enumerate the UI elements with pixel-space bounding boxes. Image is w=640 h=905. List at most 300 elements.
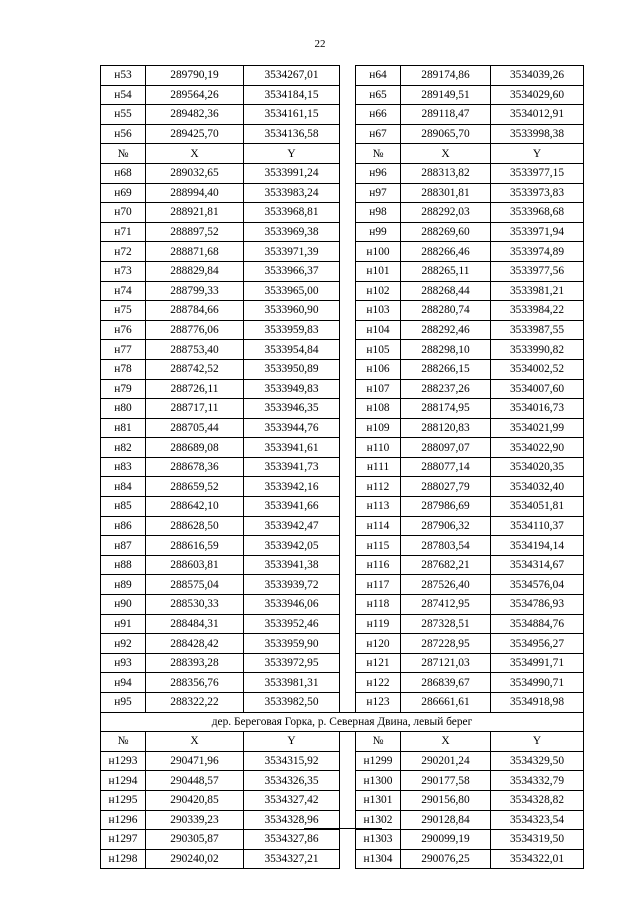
x-coordinate: 288753,40 bbox=[146, 340, 244, 360]
y-coordinate: 3534319,50 bbox=[491, 830, 584, 850]
x-coordinate: 288726,11 bbox=[146, 379, 244, 399]
header-y: Y bbox=[491, 144, 584, 164]
y-coordinate: 3533982,50 bbox=[244, 693, 340, 713]
point-number: н120 bbox=[356, 634, 401, 654]
point-number: н1296 bbox=[101, 810, 146, 830]
column-gap bbox=[340, 438, 356, 458]
x-coordinate: 288484,31 bbox=[146, 614, 244, 634]
x-coordinate: 288027,79 bbox=[401, 477, 491, 497]
table-row bbox=[101, 555, 584, 575]
table-row bbox=[101, 163, 584, 183]
point-number: н118 bbox=[356, 595, 401, 615]
point-number: н54 bbox=[101, 85, 146, 105]
column-gap bbox=[340, 575, 356, 595]
point-number: н77 bbox=[101, 340, 146, 360]
column-gap bbox=[340, 320, 356, 340]
table-row bbox=[101, 222, 584, 242]
y-coordinate: 3534323,54 bbox=[491, 810, 584, 830]
x-coordinate: 288237,26 bbox=[401, 379, 491, 399]
page-number: 22 bbox=[314, 38, 326, 50]
x-coordinate: 288292,46 bbox=[401, 320, 491, 340]
x-coordinate: 288678,36 bbox=[146, 457, 244, 477]
y-coordinate: 3534184,15 bbox=[244, 85, 340, 105]
table-row bbox=[101, 634, 584, 654]
y-coordinate: 3533941,61 bbox=[244, 438, 340, 458]
point-number: н81 bbox=[101, 418, 146, 438]
column-gap bbox=[340, 261, 356, 281]
table-row bbox=[101, 261, 584, 281]
point-number: н114 bbox=[356, 516, 401, 536]
y-coordinate: 3534110,37 bbox=[491, 516, 584, 536]
column-gap bbox=[340, 124, 356, 144]
point-number: н1293 bbox=[101, 751, 146, 771]
x-coordinate: 287228,95 bbox=[401, 634, 491, 654]
point-number: н66 bbox=[356, 105, 401, 125]
column-gap bbox=[340, 301, 356, 321]
column-gap bbox=[340, 810, 356, 830]
y-coordinate: 3533991,24 bbox=[244, 163, 340, 183]
table-row bbox=[101, 340, 584, 360]
table-row bbox=[101, 379, 584, 399]
x-coordinate: 288428,42 bbox=[146, 634, 244, 654]
y-coordinate: 3533969,38 bbox=[244, 222, 340, 242]
y-coordinate: 3534194,14 bbox=[491, 536, 584, 556]
x-coordinate: 288077,14 bbox=[401, 457, 491, 477]
x-coordinate: 287526,40 bbox=[401, 575, 491, 595]
table-row bbox=[101, 810, 584, 830]
y-coordinate: 3534002,52 bbox=[491, 359, 584, 379]
point-number: н79 bbox=[101, 379, 146, 399]
point-number: н69 bbox=[101, 183, 146, 203]
point-number: н1298 bbox=[101, 849, 146, 869]
x-coordinate: 290201,24 bbox=[401, 751, 491, 771]
y-coordinate: 3533973,83 bbox=[491, 183, 584, 203]
x-coordinate: 288530,33 bbox=[146, 595, 244, 615]
y-coordinate: 3533941,66 bbox=[244, 497, 340, 517]
table-row bbox=[101, 536, 584, 556]
column-gap bbox=[340, 85, 356, 105]
point-number: н1301 bbox=[356, 790, 401, 810]
y-coordinate: 3534007,60 bbox=[491, 379, 584, 399]
x-coordinate: 289118,47 bbox=[401, 105, 491, 125]
column-gap bbox=[340, 653, 356, 673]
table-row bbox=[101, 575, 584, 595]
y-coordinate: 3533977,56 bbox=[491, 261, 584, 281]
point-number: н96 bbox=[356, 163, 401, 183]
table-row bbox=[101, 242, 584, 262]
y-coordinate: 3533981,21 bbox=[491, 281, 584, 301]
y-coordinate: 3533941,38 bbox=[244, 555, 340, 575]
point-number: н53 bbox=[101, 66, 146, 86]
point-number: н70 bbox=[101, 203, 146, 223]
point-number: н86 bbox=[101, 516, 146, 536]
header-y: Y bbox=[491, 732, 584, 752]
x-coordinate: 290471,96 bbox=[146, 751, 244, 771]
x-coordinate: 288628,50 bbox=[146, 516, 244, 536]
x-coordinate: 287906,32 bbox=[401, 516, 491, 536]
x-coordinate: 288921,81 bbox=[146, 203, 244, 223]
section-row bbox=[101, 712, 584, 732]
y-coordinate: 3534136,58 bbox=[244, 124, 340, 144]
y-coordinate: 3533944,76 bbox=[244, 418, 340, 438]
point-number: н1303 bbox=[356, 830, 401, 850]
x-coordinate: 287412,95 bbox=[401, 595, 491, 615]
y-coordinate: 3534161,15 bbox=[244, 105, 340, 125]
y-coordinate: 3533968,81 bbox=[244, 203, 340, 223]
table-row bbox=[101, 614, 584, 634]
point-number: н76 bbox=[101, 320, 146, 340]
y-coordinate: 3534990,71 bbox=[491, 673, 584, 693]
x-coordinate: 287803,54 bbox=[401, 536, 491, 556]
x-coordinate: 289482,36 bbox=[146, 105, 244, 125]
x-coordinate: 290240,02 bbox=[146, 849, 244, 869]
point-number: н73 bbox=[101, 261, 146, 281]
y-coordinate: 3533977,15 bbox=[491, 163, 584, 183]
point-number: н121 bbox=[356, 653, 401, 673]
y-coordinate: 3534327,21 bbox=[244, 849, 340, 869]
y-coordinate: 3534328,96 bbox=[244, 810, 340, 830]
table-row bbox=[101, 183, 584, 203]
point-number: н107 bbox=[356, 379, 401, 399]
column-gap bbox=[340, 242, 356, 262]
header-y: Y bbox=[244, 144, 340, 164]
point-number: н95 bbox=[101, 693, 146, 713]
point-number: н1295 bbox=[101, 790, 146, 810]
header-num: № bbox=[356, 144, 401, 164]
y-coordinate: 3534032,40 bbox=[491, 477, 584, 497]
column-gap bbox=[340, 163, 356, 183]
y-coordinate: 3534329,50 bbox=[491, 751, 584, 771]
column-gap bbox=[340, 66, 356, 86]
x-coordinate: 288659,52 bbox=[146, 477, 244, 497]
point-number: н65 bbox=[356, 85, 401, 105]
table-row bbox=[101, 359, 584, 379]
point-number: н99 bbox=[356, 222, 401, 242]
coordinates-table bbox=[100, 65, 584, 869]
point-number: н74 bbox=[101, 281, 146, 301]
table-row bbox=[101, 320, 584, 340]
point-number: н93 bbox=[101, 653, 146, 673]
x-coordinate: 289425,70 bbox=[146, 124, 244, 144]
point-number: н98 bbox=[356, 203, 401, 223]
x-coordinate: 287121,03 bbox=[401, 653, 491, 673]
table-row bbox=[101, 771, 584, 791]
point-number: н92 bbox=[101, 634, 146, 654]
column-gap bbox=[340, 595, 356, 615]
x-coordinate: 288266,15 bbox=[401, 359, 491, 379]
y-coordinate: 3533954,84 bbox=[244, 340, 340, 360]
section-title: дер. Береговая Горка, р. Северная Двина, левый берег bbox=[101, 712, 584, 732]
x-coordinate: 289174,86 bbox=[401, 66, 491, 86]
point-number: н115 bbox=[356, 536, 401, 556]
y-coordinate: 3534267,01 bbox=[244, 66, 340, 86]
x-coordinate: 289564,26 bbox=[146, 85, 244, 105]
x-coordinate: 288097,07 bbox=[401, 438, 491, 458]
x-coordinate: 286661,61 bbox=[401, 693, 491, 713]
table-row bbox=[101, 653, 584, 673]
x-coordinate: 288313,82 bbox=[401, 163, 491, 183]
table-row bbox=[101, 203, 584, 223]
x-coordinate: 289790,19 bbox=[146, 66, 244, 86]
point-number: н87 bbox=[101, 536, 146, 556]
table-row bbox=[101, 497, 584, 517]
point-number: н71 bbox=[101, 222, 146, 242]
point-number: н78 bbox=[101, 359, 146, 379]
x-coordinate: 288829,84 bbox=[146, 261, 244, 281]
y-coordinate: 3534315,92 bbox=[244, 751, 340, 771]
table-row bbox=[101, 85, 584, 105]
x-coordinate: 288705,44 bbox=[146, 418, 244, 438]
point-number: н123 bbox=[356, 693, 401, 713]
x-coordinate: 288689,08 bbox=[146, 438, 244, 458]
y-coordinate: 3533950,89 bbox=[244, 359, 340, 379]
point-number: н104 bbox=[356, 320, 401, 340]
table-row bbox=[101, 399, 584, 419]
point-number: н82 bbox=[101, 438, 146, 458]
point-number: н101 bbox=[356, 261, 401, 281]
point-number: н1300 bbox=[356, 771, 401, 791]
x-coordinate: 288292,03 bbox=[401, 203, 491, 223]
point-number: н97 bbox=[356, 183, 401, 203]
header-x: X bbox=[401, 732, 491, 752]
column-gap bbox=[340, 144, 356, 164]
x-coordinate: 288717,11 bbox=[146, 399, 244, 419]
x-coordinate: 290420,85 bbox=[146, 790, 244, 810]
y-coordinate: 3533941,73 bbox=[244, 457, 340, 477]
footer-separator-line bbox=[304, 828, 382, 829]
x-coordinate: 286839,67 bbox=[401, 673, 491, 693]
y-coordinate: 3534332,79 bbox=[491, 771, 584, 791]
y-coordinate: 3534012,91 bbox=[491, 105, 584, 125]
table-row bbox=[101, 751, 584, 771]
x-coordinate: 289065,70 bbox=[401, 124, 491, 144]
column-gap bbox=[340, 849, 356, 869]
x-coordinate: 288393,28 bbox=[146, 653, 244, 673]
point-number: н1302 bbox=[356, 810, 401, 830]
table-row bbox=[101, 595, 584, 615]
point-number: н83 bbox=[101, 457, 146, 477]
column-gap bbox=[340, 790, 356, 810]
table-row bbox=[101, 418, 584, 438]
point-number: н122 bbox=[356, 673, 401, 693]
y-coordinate: 3533949,83 bbox=[244, 379, 340, 399]
column-gap bbox=[340, 634, 356, 654]
column-gap bbox=[340, 536, 356, 556]
point-number: н85 bbox=[101, 497, 146, 517]
x-coordinate: 288742,52 bbox=[146, 359, 244, 379]
x-coordinate: 288322,22 bbox=[146, 693, 244, 713]
point-number: н117 bbox=[356, 575, 401, 595]
x-coordinate: 288266,46 bbox=[401, 242, 491, 262]
point-number: н91 bbox=[101, 614, 146, 634]
header-x: X bbox=[401, 144, 491, 164]
x-coordinate: 290128,84 bbox=[401, 810, 491, 830]
point-number: н108 bbox=[356, 399, 401, 419]
x-coordinate: 287986,69 bbox=[401, 497, 491, 517]
y-coordinate: 3534322,01 bbox=[491, 849, 584, 869]
point-number: н84 bbox=[101, 477, 146, 497]
y-coordinate: 3533959,83 bbox=[244, 320, 340, 340]
y-coordinate: 3534918,98 bbox=[491, 693, 584, 713]
y-coordinate: 3534956,27 bbox=[491, 634, 584, 654]
x-coordinate: 288994,40 bbox=[146, 183, 244, 203]
point-number: н103 bbox=[356, 301, 401, 321]
x-coordinate: 288268,44 bbox=[401, 281, 491, 301]
x-coordinate: 290099,19 bbox=[401, 830, 491, 850]
x-coordinate: 288280,74 bbox=[401, 301, 491, 321]
y-coordinate: 3533952,46 bbox=[244, 614, 340, 634]
point-number: н55 bbox=[101, 105, 146, 125]
y-coordinate: 3534884,76 bbox=[491, 614, 584, 634]
column-gap bbox=[340, 379, 356, 399]
header-num: № bbox=[101, 732, 146, 752]
x-coordinate: 288301,81 bbox=[401, 183, 491, 203]
y-coordinate: 3533998,38 bbox=[491, 124, 584, 144]
x-coordinate: 290448,57 bbox=[146, 771, 244, 791]
point-number: н64 bbox=[356, 66, 401, 86]
point-number: н1299 bbox=[356, 751, 401, 771]
point-number: н67 bbox=[356, 124, 401, 144]
y-coordinate: 3534327,42 bbox=[244, 790, 340, 810]
y-coordinate: 3534327,86 bbox=[244, 830, 340, 850]
point-number: н1294 bbox=[101, 771, 146, 791]
x-coordinate: 288616,59 bbox=[146, 536, 244, 556]
x-coordinate: 288575,04 bbox=[146, 575, 244, 595]
table-row bbox=[101, 693, 584, 713]
table-row bbox=[101, 281, 584, 301]
point-number: н94 bbox=[101, 673, 146, 693]
column-gap bbox=[340, 340, 356, 360]
y-coordinate: 3533946,35 bbox=[244, 399, 340, 419]
y-coordinate: 3534576,04 bbox=[491, 575, 584, 595]
point-number: н106 bbox=[356, 359, 401, 379]
point-number: н75 bbox=[101, 301, 146, 321]
y-coordinate: 3533981,31 bbox=[244, 673, 340, 693]
x-coordinate: 287682,21 bbox=[401, 555, 491, 575]
header-num: № bbox=[101, 144, 146, 164]
table-row bbox=[101, 849, 584, 869]
column-gap bbox=[340, 203, 356, 223]
point-number: н110 bbox=[356, 438, 401, 458]
y-coordinate: 3534020,35 bbox=[491, 457, 584, 477]
x-coordinate: 290076,25 bbox=[401, 849, 491, 869]
point-number: н1297 bbox=[101, 830, 146, 850]
point-number: н100 bbox=[356, 242, 401, 262]
point-number: н90 bbox=[101, 595, 146, 615]
y-coordinate: 3533990,82 bbox=[491, 340, 584, 360]
x-coordinate: 288799,33 bbox=[146, 281, 244, 301]
y-coordinate: 3533942,16 bbox=[244, 477, 340, 497]
y-coordinate: 3533965,00 bbox=[244, 281, 340, 301]
y-coordinate: 3533971,39 bbox=[244, 242, 340, 262]
y-coordinate: 3534039,26 bbox=[491, 66, 584, 86]
y-coordinate: 3533946,06 bbox=[244, 595, 340, 615]
y-coordinate: 3533942,47 bbox=[244, 516, 340, 536]
header-row bbox=[101, 732, 584, 752]
x-coordinate: 289032,65 bbox=[146, 163, 244, 183]
column-gap bbox=[340, 693, 356, 713]
y-coordinate: 3534991,71 bbox=[491, 653, 584, 673]
point-number: н1304 bbox=[356, 849, 401, 869]
table-row bbox=[101, 673, 584, 693]
x-coordinate: 288603,81 bbox=[146, 555, 244, 575]
y-coordinate: 3534021,99 bbox=[491, 418, 584, 438]
y-coordinate: 3533984,22 bbox=[491, 301, 584, 321]
column-gap bbox=[340, 614, 356, 634]
y-coordinate: 3534016,73 bbox=[491, 399, 584, 419]
y-coordinate: 3533983,24 bbox=[244, 183, 340, 203]
column-gap bbox=[340, 477, 356, 497]
table-row bbox=[101, 516, 584, 536]
y-coordinate: 3533974,89 bbox=[491, 242, 584, 262]
x-coordinate: 290339,23 bbox=[146, 810, 244, 830]
y-coordinate: 3533960,90 bbox=[244, 301, 340, 321]
y-coordinate: 3533968,68 bbox=[491, 203, 584, 223]
point-number: н102 bbox=[356, 281, 401, 301]
point-number: н112 bbox=[356, 477, 401, 497]
y-coordinate: 3534328,82 bbox=[491, 790, 584, 810]
point-number: н68 bbox=[101, 163, 146, 183]
x-coordinate: 288871,68 bbox=[146, 242, 244, 262]
table-row bbox=[101, 790, 584, 810]
x-coordinate: 289149,51 bbox=[401, 85, 491, 105]
table-row bbox=[101, 66, 584, 86]
y-coordinate: 3533966,37 bbox=[244, 261, 340, 281]
column-gap bbox=[340, 555, 356, 575]
column-gap bbox=[340, 222, 356, 242]
point-number: н80 bbox=[101, 399, 146, 419]
point-number: н109 bbox=[356, 418, 401, 438]
point-number: н72 bbox=[101, 242, 146, 262]
column-gap bbox=[340, 732, 356, 752]
header-y: Y bbox=[244, 732, 340, 752]
x-coordinate: 288265,11 bbox=[401, 261, 491, 281]
point-number: н116 bbox=[356, 555, 401, 575]
x-coordinate: 287328,51 bbox=[401, 614, 491, 634]
header-x: X bbox=[146, 144, 244, 164]
column-gap bbox=[340, 399, 356, 419]
x-coordinate: 288356,76 bbox=[146, 673, 244, 693]
header-row bbox=[101, 144, 584, 164]
x-coordinate: 288269,60 bbox=[401, 222, 491, 242]
x-coordinate: 290305,87 bbox=[146, 830, 244, 850]
table-row bbox=[101, 301, 584, 321]
x-coordinate: 288174,95 bbox=[401, 399, 491, 419]
point-number: н113 bbox=[356, 497, 401, 517]
point-number: н89 bbox=[101, 575, 146, 595]
y-coordinate: 3533987,55 bbox=[491, 320, 584, 340]
column-gap bbox=[340, 418, 356, 438]
y-coordinate: 3533959,90 bbox=[244, 634, 340, 654]
y-coordinate: 3533971,94 bbox=[491, 222, 584, 242]
y-coordinate: 3534022,90 bbox=[491, 438, 584, 458]
x-coordinate: 288784,66 bbox=[146, 301, 244, 321]
x-coordinate: 288776,06 bbox=[146, 320, 244, 340]
table-row bbox=[101, 124, 584, 144]
table-row bbox=[101, 830, 584, 850]
point-number: н119 bbox=[356, 614, 401, 634]
header-x: X bbox=[146, 732, 244, 752]
y-coordinate: 3534051,81 bbox=[491, 497, 584, 517]
header-num: № bbox=[356, 732, 401, 752]
column-gap bbox=[340, 105, 356, 125]
column-gap bbox=[340, 457, 356, 477]
x-coordinate: 290177,58 bbox=[401, 771, 491, 791]
point-number: н88 bbox=[101, 555, 146, 575]
y-coordinate: 3534029,60 bbox=[491, 85, 584, 105]
table-row bbox=[101, 105, 584, 125]
column-gap bbox=[340, 281, 356, 301]
